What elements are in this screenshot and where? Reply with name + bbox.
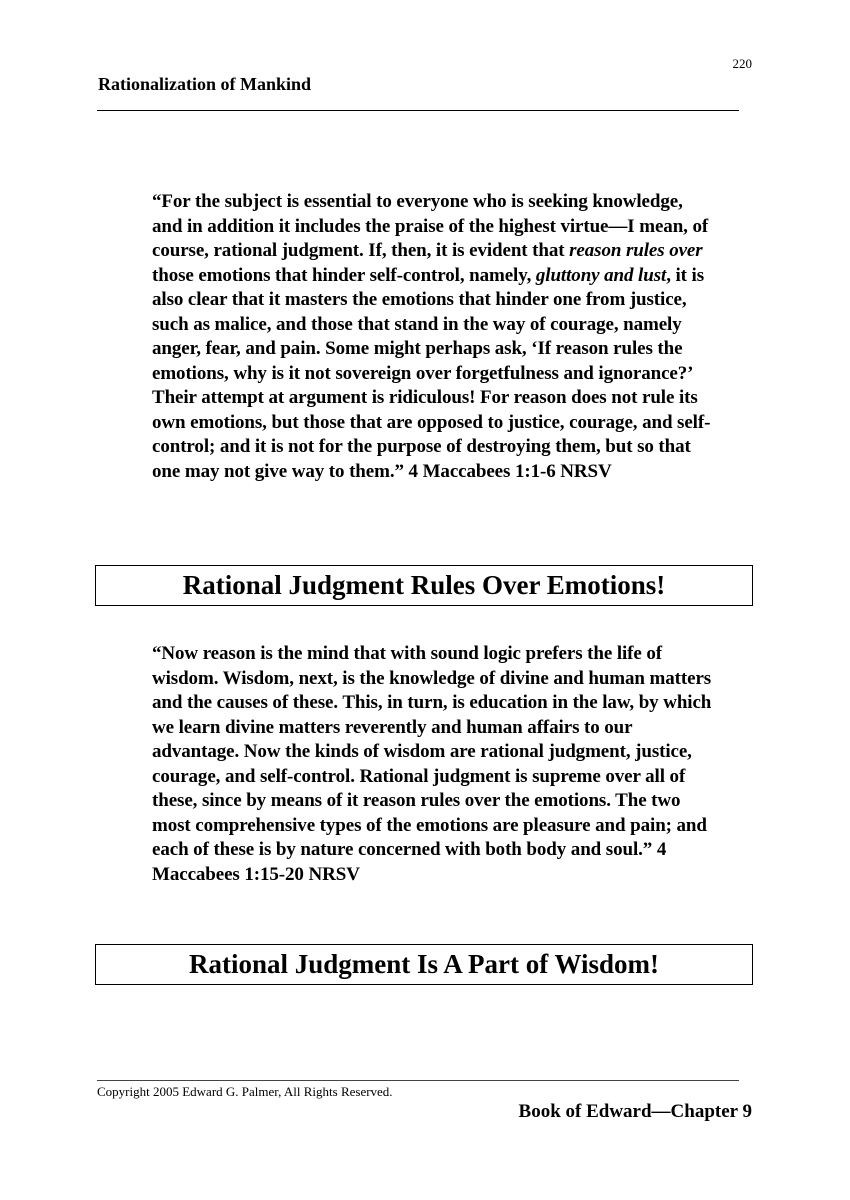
quote-text-part: , it is also clear that it masters the emotions that hinder one from justice, such as malice, and those that stand in the way of courage, namely anger, fear, and pain. Some might perhaps ask, ‘If reason rules the emotions, why is it not sovereign over forgetfulness and ignorance?’ Their attempt at argument is ridiculous! For reason does not rule its own emotions, but those that are opposed to justice, courage, and self-control; and it is not for the purpose of destroying them, but so that one may not give way to them.” 4 Maccabees 1:1-6 NRSV	[152, 264, 711, 482]
footer-divider	[97, 1080, 739, 1081]
quote-4-maccabees-1-1-6	[152, 190, 712, 484]
running-title: Rationalization of Mankind	[98, 74, 312, 94]
emphasis-reason-rules-over: reason rules over	[569, 240, 703, 261]
quote-text-part: “For the subject is essential to everyone who is seeking knowledge, and in addition it includes the praise of the highest virtue—I mean, of course, rational judgment. If, then, it is evident that	[152, 191, 709, 261]
quote-text-part: those emotions that hinder self-control, namely,	[152, 264, 536, 286]
header-divider	[97, 110, 739, 111]
copyright-notice: Copyright 2005 Edward G. Palmer, All Rights Reserved.	[97, 1084, 393, 1099]
emphasis-gluttony-and-lust: gluttony and lust	[535, 264, 667, 286]
page-number: 220	[732, 56, 752, 71]
section-banner-wisdom: Rational Judgment Is A Part of Wisdom!	[95, 944, 753, 985]
book-chapter-title: Book of Edward—Chapter 9	[518, 1101, 752, 1122]
quote-4-maccabees-1-15-20: “Now reason is the mind that with sound logic prefers the life of wisdom. Wisdom, next, is the knowledge of divine and human matters and the causes of these. This, in turn, is education in the law, by which we learn divine matters reverently and human affairs to our advantage. Now the kinds of wisdom are rational judgment, justice, courage, and self-control. Rational judgment is supreme over all of these, since by means of it reason rules over the emotions. The two most comprehensive types of the emotions are pleasure and pain; and each of these is by nature concerned with both body and soul.” 4 Maccabees 1:15-20 NRSV	[152, 643, 712, 885]
section-banner-emotions: Rational Judgment Rules Over Emotions!	[95, 565, 753, 606]
